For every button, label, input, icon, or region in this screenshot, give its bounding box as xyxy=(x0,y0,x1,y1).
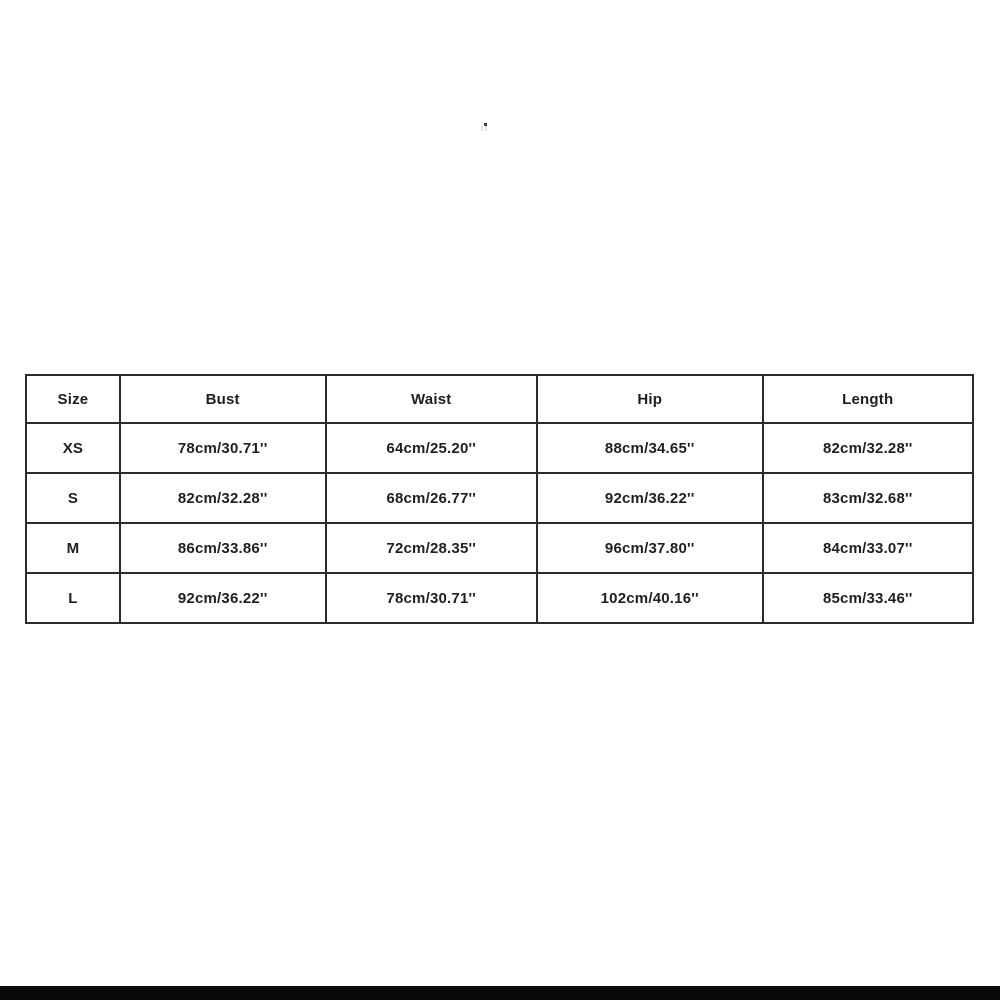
measurement-cell: 78cm/30.71'' xyxy=(326,573,537,623)
measurement-cell: 82cm/32.28'' xyxy=(763,423,973,473)
measurement-cell: 68cm/26.77'' xyxy=(326,473,537,523)
header-row xyxy=(26,375,973,423)
size-cell: L xyxy=(26,573,120,623)
header-cell-length: Length xyxy=(763,375,973,423)
measurement-cell: 96cm/37.80'' xyxy=(537,523,763,573)
size-chart-body xyxy=(26,423,973,623)
measurement-cell: 72cm/28.35'' xyxy=(326,523,537,573)
measurement-cell: 78cm/30.71'' xyxy=(120,423,326,473)
measurement-cell: 84cm/33.07'' xyxy=(763,523,973,573)
header-cell-bust: Bust xyxy=(120,375,326,423)
size-chart-table xyxy=(25,374,974,624)
measurement-cell: 92cm/36.22'' xyxy=(120,573,326,623)
table-row-l xyxy=(26,573,973,623)
header-cell-waist: Waist xyxy=(326,375,537,423)
measurement-cell: 83cm/32.68'' xyxy=(763,473,973,523)
size-cell: S xyxy=(26,473,120,523)
measurement-cell: 102cm/40.16'' xyxy=(537,573,763,623)
table-row-m xyxy=(26,523,973,573)
measurement-cell: 88cm/34.65'' xyxy=(537,423,763,473)
header-cell-size: Size xyxy=(26,375,120,423)
measurement-cell: 64cm/25.20'' xyxy=(326,423,537,473)
measurement-cell: 92cm/36.22'' xyxy=(537,473,763,523)
artifact-speck xyxy=(481,123,490,132)
measurement-cell: 82cm/32.28'' xyxy=(120,473,326,523)
size-cell: XS xyxy=(26,423,120,473)
size-chart-header xyxy=(26,375,973,423)
measurement-cell: 86cm/33.86'' xyxy=(120,523,326,573)
size-cell: M xyxy=(26,523,120,573)
table-row-xs xyxy=(26,423,973,473)
measurement-cell: 85cm/33.46'' xyxy=(763,573,973,623)
header-cell-hip: Hip xyxy=(537,375,763,423)
bottom-black-bar xyxy=(0,986,1000,1000)
table-row-s xyxy=(26,473,973,523)
artifact-speck-faint-pixels xyxy=(481,126,489,131)
